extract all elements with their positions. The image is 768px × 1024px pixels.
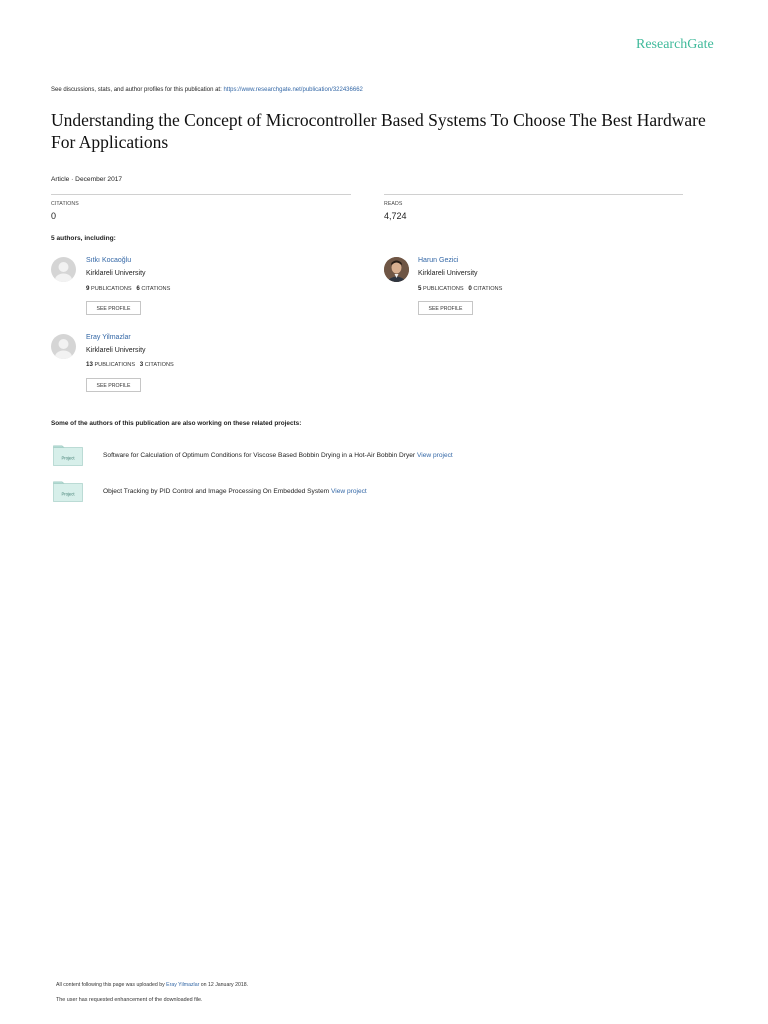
author-publications-count: 5 bbox=[418, 285, 422, 292]
upload-note-suffix: on 12 January 2018. bbox=[199, 982, 249, 988]
author-citations-count: 0 bbox=[468, 285, 472, 292]
see-discussions-line bbox=[51, 87, 363, 93]
researchgate-logo[interactable]: ResearchGate bbox=[636, 37, 714, 52]
author-name-link[interactable]: Sıtkı Kocaoğlu bbox=[86, 257, 132, 264]
enhancement-note: The user has requested enhancement of the downloaded file. bbox=[56, 997, 203, 1003]
author-institution: Kirklareli University bbox=[86, 270, 146, 277]
related-projects-heading: Some of the authors of this publication are also working on these related projects: bbox=[51, 420, 302, 427]
author-institution: Kirklareli University bbox=[418, 270, 478, 277]
publication-title: Understanding the Concept of Microcontroller Based Systems To Choose The Best Hardware For Applications bbox=[51, 110, 706, 152]
citations-label: CITATIONS bbox=[51, 201, 79, 207]
see-profile-button[interactable]: SEE PROFILE bbox=[86, 301, 141, 315]
author-publications-label: PUBLICATIONS bbox=[91, 286, 132, 292]
author-citations-count: 6 bbox=[136, 285, 140, 292]
author-publications-count: 9 bbox=[86, 285, 90, 292]
project-folder-icon bbox=[53, 481, 83, 502]
reads-divider bbox=[384, 194, 683, 195]
see-profile-button[interactable]: SEE PROFILE bbox=[86, 378, 141, 392]
author-name-link[interactable]: Harun Gezici bbox=[418, 257, 459, 264]
author-stats bbox=[86, 285, 170, 292]
avatar-placeholder-icon[interactable] bbox=[51, 257, 76, 282]
see-profile-button[interactable]: SEE PROFILE bbox=[418, 301, 473, 315]
project-line bbox=[103, 452, 453, 459]
project-line bbox=[103, 488, 367, 495]
author-name-link[interactable]: Eray Yilmazlar bbox=[86, 334, 131, 341]
author-citations-label: CITATIONS bbox=[473, 286, 503, 292]
project-folder-icon bbox=[53, 445, 83, 466]
view-project-link[interactable]: View project bbox=[330, 488, 367, 495]
publication-url-link[interactable]: https://www.researchgate.net/publication/322436662 bbox=[223, 87, 363, 93]
reads-label: READS bbox=[384, 201, 403, 207]
author-photo-icon bbox=[384, 257, 409, 282]
author-citations-count: 3 bbox=[139, 361, 144, 368]
author-citations-label: CITATIONS bbox=[144, 362, 174, 368]
person-silhouette-icon bbox=[51, 257, 76, 282]
project-title: Software for Calculation of Optimum Conditions for Viscose Based Bobbin Drying in a Hot-Air Bobbin Dryer bbox=[103, 452, 417, 459]
author-citations-label: CITATIONS bbox=[141, 286, 171, 292]
upload-note bbox=[56, 982, 248, 988]
author-publications-count: 13 bbox=[86, 361, 93, 368]
citations-divider bbox=[51, 194, 351, 195]
see-discussions-text: See discussions, stats, and author profiles for this publication at: bbox=[51, 87, 224, 93]
view-project-link[interactable]: View project bbox=[416, 452, 453, 459]
author-institution: Kirklareli University bbox=[86, 347, 146, 354]
authors-heading: 5 authors, including: bbox=[51, 235, 116, 242]
author-publications-label: PUBLICATIONS bbox=[423, 286, 464, 292]
author-stats bbox=[418, 285, 502, 292]
reads-value: 4,724 bbox=[384, 211, 407, 221]
author-stats bbox=[86, 361, 174, 368]
author-photo-avatar[interactable] bbox=[384, 257, 409, 282]
project-badge-label: Project bbox=[61, 455, 75, 461]
person-silhouette-icon bbox=[51, 334, 76, 359]
project-badge-label: Project bbox=[61, 491, 75, 497]
publication-meta: Article · December 2017 bbox=[51, 176, 123, 183]
upload-note-prefix: All content following this page was uploaded by bbox=[56, 982, 167, 988]
avatar-placeholder-icon[interactable] bbox=[51, 334, 76, 359]
uploader-link[interactable]: Eray Yilmazlar bbox=[166, 982, 200, 988]
author-publications-label: PUBLICATIONS bbox=[94, 362, 136, 368]
project-title: Object Tracking by PID Control and Image Processing On Embedded System bbox=[103, 488, 331, 495]
citations-value: 0 bbox=[51, 211, 57, 221]
